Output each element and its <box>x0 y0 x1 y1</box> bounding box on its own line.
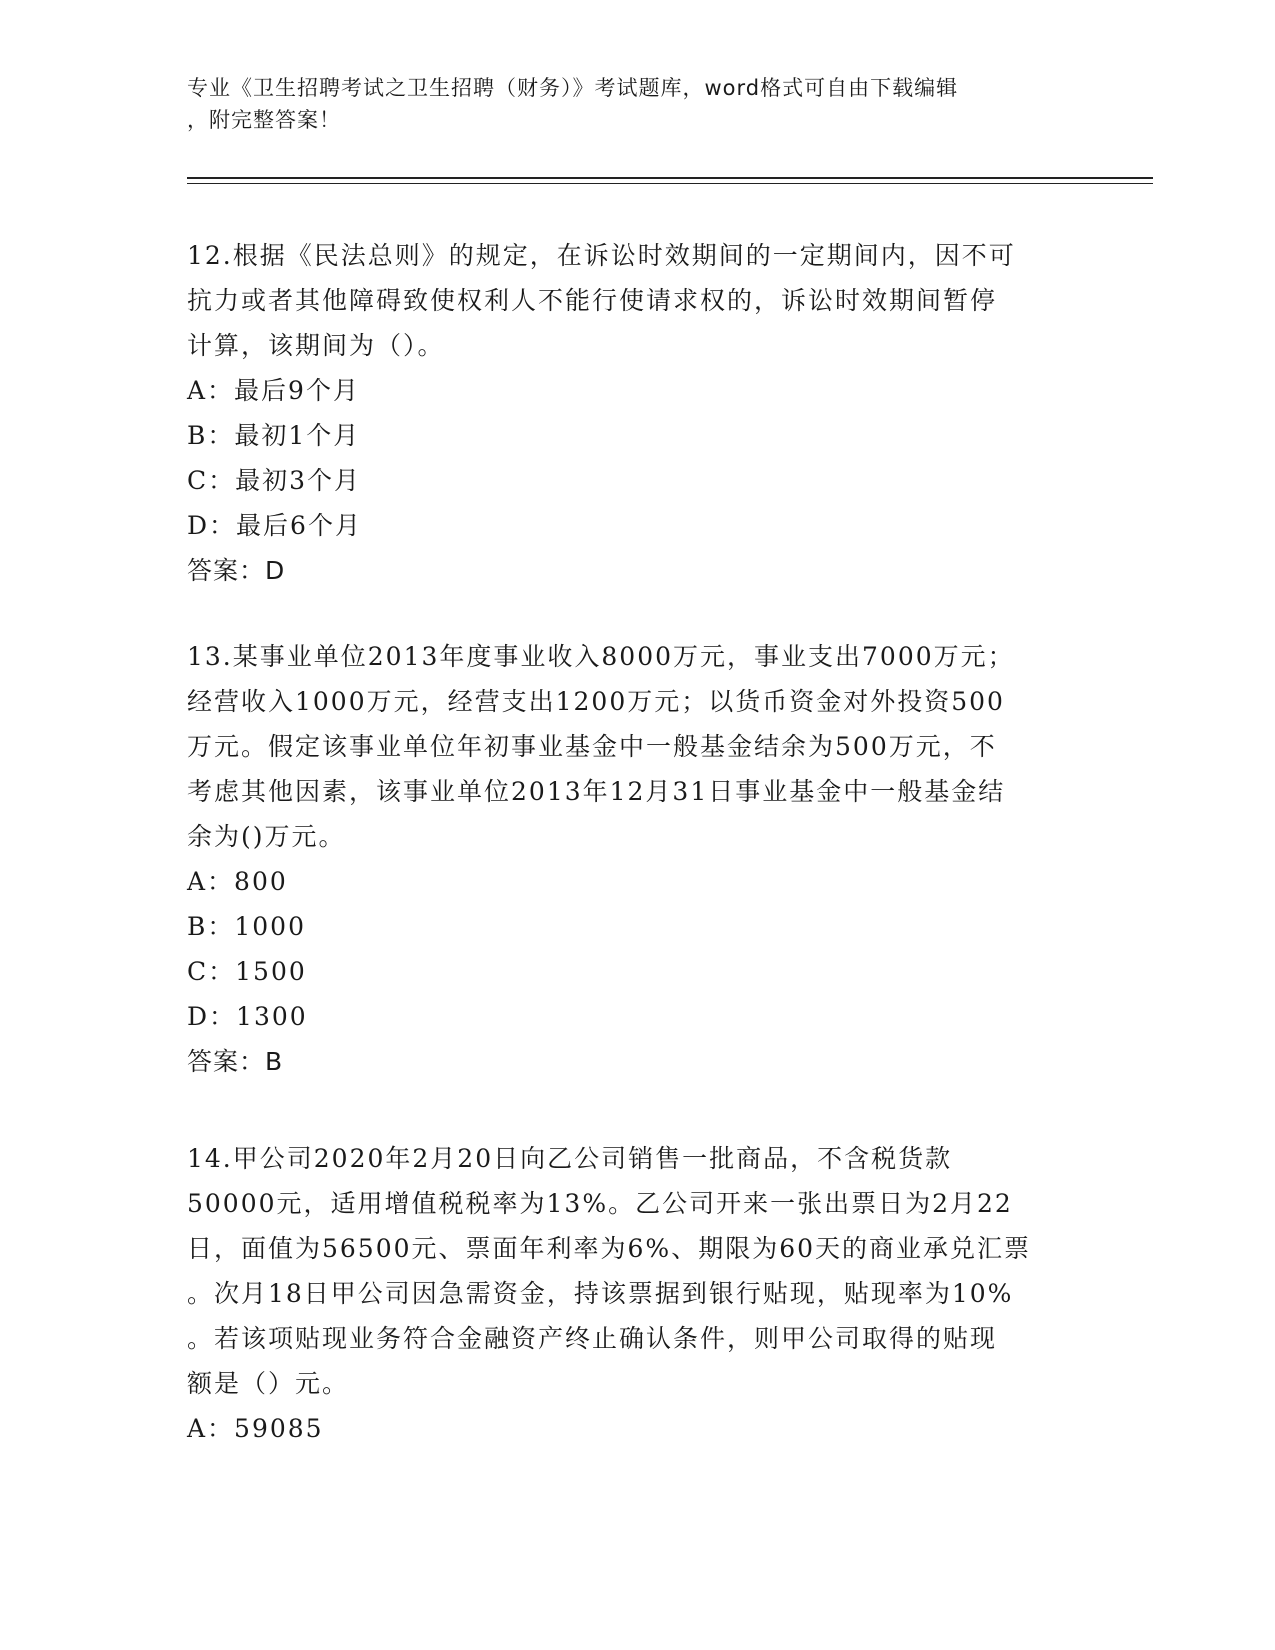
stem-line: 。次月18日甲公司因急需资金，持该票据到银行贴现，贴现率为10% <box>187 1279 1014 1308</box>
question-stem <box>187 233 1067 368</box>
option-a: A：59085 <box>187 1414 324 1443</box>
header-line-2: ，附完整答案！ <box>187 108 341 132</box>
question-stem <box>187 634 1067 859</box>
stem-line: 经营收入1000万元，经营支出1200万元；以货币资金对外投资500 <box>187 687 1005 716</box>
question-12 <box>187 233 1087 593</box>
question-13 <box>187 634 1087 1084</box>
stem-line: 余为()万元。 <box>187 822 346 851</box>
stem-line: 日，面值为56500元、票面年利率为6%、期限为60天的商业承兑汇票 <box>187 1234 1032 1263</box>
document-header <box>187 72 1067 136</box>
stem-line: 计算，该期间为（）。 <box>187 331 445 360</box>
stem-line: 13.某事业单位2013年度事业收入8000万元，事业支出7000万元； <box>187 642 1015 671</box>
stem-line: 50000元，适用增值税税率为13%。乙公司开来一张出票日为2月22 <box>187 1189 1013 1218</box>
option-a: A：最后9个月 <box>187 376 360 405</box>
option-a: A：800 <box>187 867 288 896</box>
option-b: B：1000 <box>187 912 306 941</box>
option-c: C：1500 <box>187 957 307 986</box>
header-divider-bottom <box>187 183 1153 184</box>
header-divider-top <box>187 177 1153 179</box>
stem-line: 12.根据《民法总则》的规定，在诉讼时效期间的一定期间内，因不可 <box>187 241 1016 270</box>
stem-line: 。若该项贴现业务符合金融资产终止确认条件，则甲公司取得的贴现 <box>187 1324 998 1353</box>
stem-line: 抗力或者其他障碍致使权利人不能行使请求权的，诉讼时效期间暂停 <box>187 286 998 315</box>
option-d: D：最后6个月 <box>187 511 362 540</box>
header-line-1: 专业《卫生招聘考试之卫生招聘（财务）》考试题库，word格式可自由下载编辑 <box>187 76 959 100</box>
answer: 答案：D <box>187 556 286 585</box>
stem-line: 考虑其他因素，该事业单位2013年12月31日事业基金中一般基金结 <box>187 777 1006 806</box>
stem-line: 万元。假定该事业单位年初事业基金中一般基金结余为500万元，不 <box>187 732 997 761</box>
stem-line: 额是（）元。 <box>187 1369 350 1398</box>
question-14 <box>187 1136 1087 1451</box>
stem-line: 14.甲公司2020年2月20日向乙公司销售一批商品，不含税货款 <box>187 1144 953 1173</box>
answer: 答案：B <box>187 1047 284 1076</box>
question-stem <box>187 1136 1067 1406</box>
option-b: B：最初1个月 <box>187 421 361 450</box>
option-d: D：1300 <box>187 1002 308 1031</box>
option-c: C：最初3个月 <box>187 466 362 495</box>
